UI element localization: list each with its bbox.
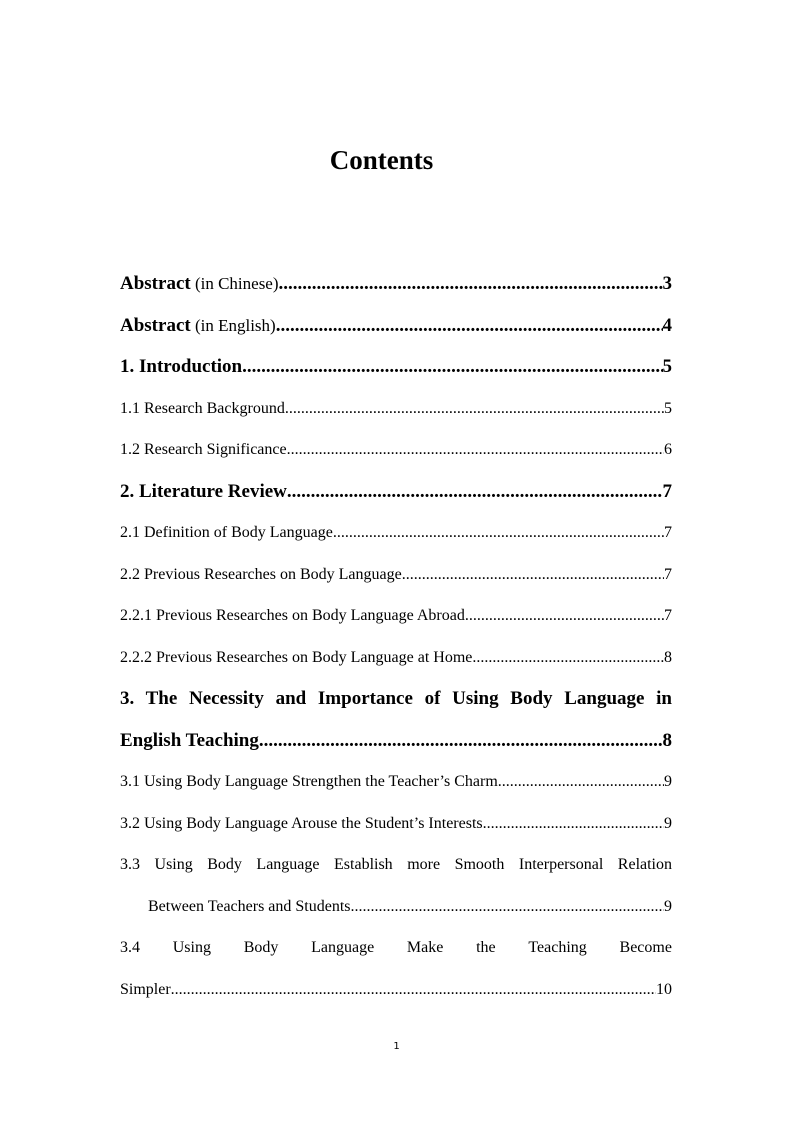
toc-word: 3.4: [120, 939, 140, 956]
dot-leader: [285, 388, 664, 430]
toc-entry-definition-body-language[interactable]: [120, 512, 672, 554]
toc-page-number: 7: [662, 480, 672, 502]
toc-page-number: 5: [662, 356, 672, 377]
toc-word: Make: [406, 939, 444, 956]
toc-entry-research-background[interactable]: [120, 388, 672, 430]
toc-entry-label: 1.2 Research Significance: [120, 441, 287, 458]
toc-entry-label: Between Teachers and Students: [148, 897, 351, 915]
toc-entry-previous-researches-home[interactable]: [120, 637, 672, 679]
toc-entry-necessity-line1[interactable]: 3. The Necessity and Importance of Using Body Language in: [120, 688, 672, 709]
dot-leader: [171, 969, 656, 1011]
toc-entry-teaching-simpler-line2[interactable]: [120, 969, 672, 1011]
page-number: 1: [393, 1041, 400, 1052]
toc-entry-label: 2.1 Definition of Body Language: [120, 524, 333, 541]
dot-leader: [287, 429, 664, 471]
dot-leader: [287, 471, 663, 513]
toc-entry-label: 1. Introduction: [120, 356, 243, 377]
dot-leader: [242, 346, 662, 388]
dot-leader: [465, 595, 664, 637]
toc-page-number: 10: [656, 980, 672, 998]
toc-page-number: 7: [664, 565, 672, 583]
toc-entry-previous-researches-abroad[interactable]: [120, 595, 672, 637]
toc-word: Language: [311, 939, 375, 956]
toc-entry-label: 2.2 Previous Researches on Body Language: [120, 565, 402, 583]
toc-entry-interpersonal-relation-line1[interactable]: 3.3 Using Body Language Establish more Smooth Interpersonal Relation: [120, 856, 672, 873]
table-of-contents: [120, 263, 672, 1010]
toc-entry-label: 2. Literature Review: [120, 480, 287, 502]
toc-entry-necessity-line2[interactable]: [120, 720, 672, 762]
toc-word: Become: [619, 939, 672, 956]
toc-page-number: 6: [664, 441, 672, 458]
toc-entry-interpersonal-relation-line2[interactable]: [120, 886, 672, 928]
toc-entry-abstract-english[interactable]: [120, 305, 672, 347]
toc-entry-abstract-chinese[interactable]: [120, 263, 672, 305]
toc-page-number: 8: [662, 729, 672, 751]
toc-entry-previous-researches[interactable]: [120, 554, 672, 596]
toc-entry-label: 1.1 Research Background: [120, 399, 285, 417]
toc-word: Body: [243, 939, 279, 956]
dot-leader: [483, 803, 664, 845]
toc-page-number: 3: [662, 273, 672, 294]
toc-entry-label: Abstract (in Chinese): [120, 273, 279, 294]
dot-leader: [279, 263, 663, 305]
toc-page-number: 7: [664, 524, 672, 541]
toc-page-number: 8: [664, 648, 672, 666]
dot-leader: [472, 637, 664, 679]
toc-entry-teaching-simpler-line1[interactable]: [120, 927, 672, 969]
toc-entry-label: English Teaching: [120, 729, 259, 751]
dot-leader: [333, 512, 664, 554]
toc-entry-introduction[interactable]: [120, 346, 672, 388]
toc-page-number: 7: [664, 607, 672, 624]
toc-page-number: 9: [664, 773, 672, 790]
toc-entry-label: 3.2 Using Body Language Arouse the Student’s Interests: [120, 814, 483, 832]
dot-leader: [259, 720, 663, 762]
toc-entry-label: Simpler: [120, 980, 171, 998]
toc-page-number: 4: [662, 314, 672, 336]
toc-entry-label: 3.1 Using Body Language Strengthen the Teacher’s Charm: [120, 773, 498, 790]
toc-page-number: 9: [664, 897, 672, 915]
dot-leader: [351, 886, 664, 928]
toc-entry-label: 2.2.1 Previous Researches on Body Language Abroad: [120, 607, 465, 624]
toc-entry-label: Abstract (in English): [120, 314, 276, 336]
toc-entry-students-interests[interactable]: [120, 803, 672, 845]
toc-entry-literature-review[interactable]: [120, 471, 672, 513]
toc-entry-teachers-charm[interactable]: [120, 761, 672, 803]
dot-leader: [276, 305, 663, 347]
toc-entry-research-significance[interactable]: [120, 429, 672, 471]
toc-word: Using: [172, 939, 211, 956]
dot-leader: [498, 761, 664, 803]
toc-word: the: [476, 939, 496, 956]
page-title: Contents: [329, 145, 434, 175]
dot-leader: [402, 554, 664, 596]
toc-word: Teaching: [528, 939, 587, 956]
toc-page-number: 9: [664, 814, 672, 832]
toc-page-number: 5: [664, 399, 672, 417]
toc-entry-label: 2.2.2 Previous Researches on Body Language at Home: [120, 648, 473, 666]
